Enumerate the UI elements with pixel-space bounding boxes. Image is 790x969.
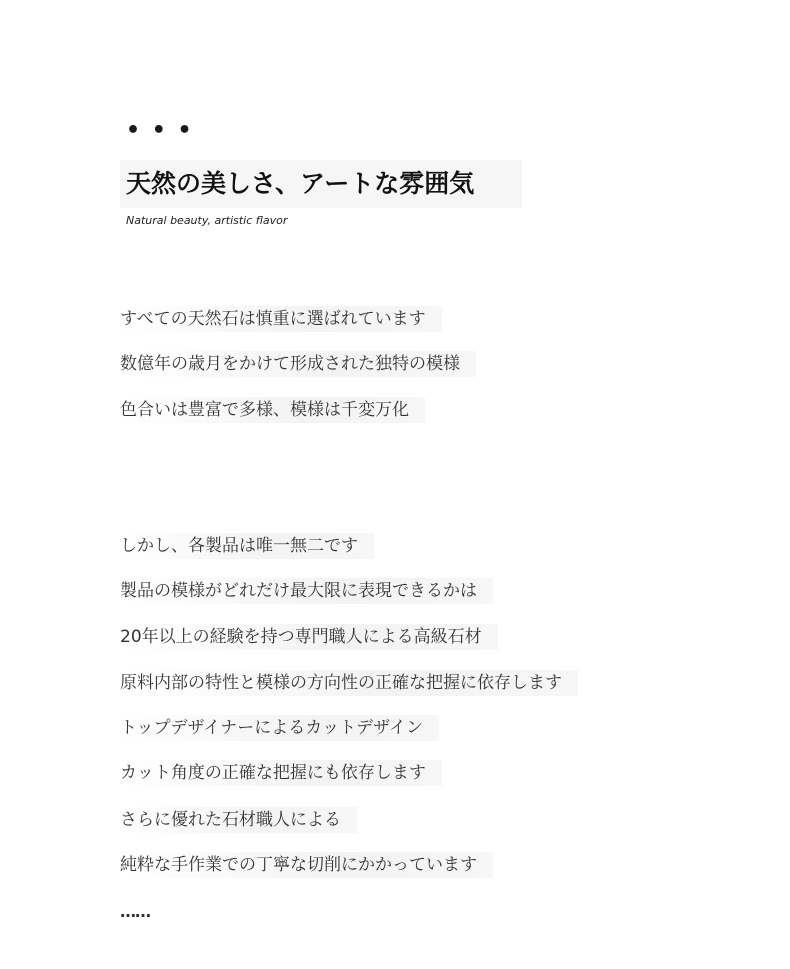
text-line: 20年以上の経験を持つ専門職人による高級石材 (120, 624, 498, 650)
text-line: 数億年の歳月をかけて形成された独特の模様 (120, 351, 476, 377)
text-line: 純粋な手作業での丁寧な切削にかかっています (120, 852, 493, 878)
continuation-ellipsis: …… (120, 902, 150, 921)
text-line: カット角度の正確な把握にも依存します (120, 760, 442, 786)
text-line: さらに優れた石材職人による (120, 807, 357, 833)
text-line: 製品の模様がどれだけ最大限に表現できるかは (120, 578, 493, 604)
text-line: 原料内部の特性と模様の方向性の正確な把握に依存します (120, 670, 578, 696)
decorative-dots: • • • (126, 118, 194, 143)
text-line: すべての天然石は慎重に選ばれています (120, 306, 442, 332)
section-title: 天然の美しさ、アートな雰囲気 (126, 169, 475, 198)
text-line: トップデザイナーによるカットデザイン (120, 715, 439, 741)
text-line: しかし、各製品は唯一無二です (120, 533, 374, 559)
section-subtitle: Natural beauty, artistic flavor (126, 214, 288, 227)
text-line: 色合いは豊富で多様、模様は千変万化 (120, 397, 425, 423)
